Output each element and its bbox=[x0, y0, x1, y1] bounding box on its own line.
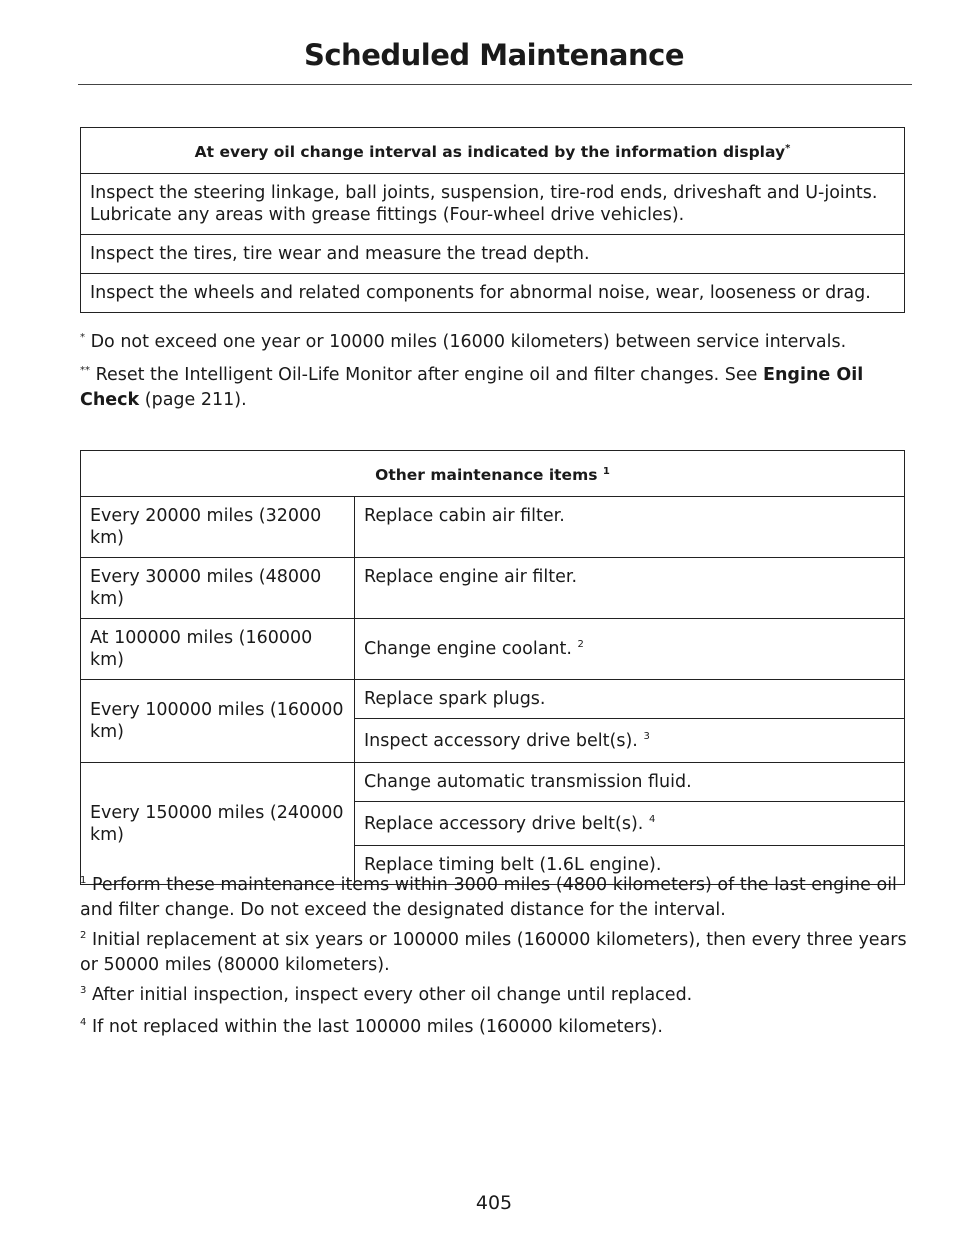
other-maintenance-table bbox=[80, 450, 905, 885]
other-table-heading bbox=[81, 451, 905, 497]
item-text: Replace spark plugs. bbox=[364, 689, 546, 709]
interval-cell: Every 20000 miles (32000 km) bbox=[81, 497, 355, 558]
footnote-4 bbox=[80, 1015, 910, 1040]
footnote-text: After initial inspection, inspect every other oil change until replaced. bbox=[91, 985, 693, 1005]
item-cell bbox=[355, 719, 905, 763]
oil-table-heading-text: At every oil change interval as indicated by the information display bbox=[194, 143, 786, 161]
item-text: Replace accessory drive belt(s). bbox=[364, 813, 644, 834]
footnote-mark: 2 bbox=[577, 639, 584, 651]
footnote-text: Initial replacement at six years or 100000 miles (160000 kilometers), then every three years or 50000 miles (80000 kilometers). bbox=[80, 930, 907, 975]
oil-table-row: Inspect the tires, tire wear and measure the tread depth. bbox=[81, 235, 905, 274]
footnote-mark: 1 bbox=[80, 875, 87, 887]
footnote-mark: * bbox=[785, 142, 791, 154]
footnote-mark: 3 bbox=[643, 730, 650, 742]
footnote-text: If not replaced within the last 100000 miles (160000 kilometers). bbox=[91, 1017, 663, 1037]
interval-cell: Every 30000 miles (48000 km) bbox=[81, 558, 355, 619]
interval-cell: At 100000 miles (160000 km) bbox=[81, 619, 355, 680]
footnote-mark: ** bbox=[80, 365, 90, 377]
oil-change-table bbox=[80, 127, 905, 313]
oil-note-1-text: Do not exceed one year or 10000 miles (16000 kilometers) between service intervals. bbox=[90, 332, 847, 352]
other-table-heading-text: Other maintenance items bbox=[375, 466, 598, 484]
item-text: Inspect accessory drive belt(s). bbox=[364, 730, 638, 751]
item-text: Change automatic transmission fluid. bbox=[364, 772, 692, 792]
item-cell bbox=[355, 680, 905, 719]
footnote-1 bbox=[80, 873, 910, 923]
footnote-2 bbox=[80, 928, 910, 978]
oil-table-row: Inspect the wheels and related components for abnormal noise, wear, looseness or drag. bbox=[81, 274, 905, 313]
oil-table-heading bbox=[81, 128, 905, 174]
item-cell bbox=[355, 558, 905, 619]
interval-cell: Every 100000 miles (160000 km) bbox=[81, 680, 355, 763]
item-cell bbox=[355, 763, 905, 802]
footnote-mark: 4 bbox=[648, 813, 656, 825]
footnote-text: Perform these maintenance items within 3000 miles (4800 kilometers) of the last engine oil and filter change. Do not exceed the designated distance for the interval. bbox=[80, 875, 897, 920]
footnote-mark: 4 bbox=[80, 1017, 87, 1029]
footnote-mark: * bbox=[80, 332, 85, 344]
oil-note-1 bbox=[80, 330, 910, 355]
interval-cell: Every 150000 miles (240000 km) bbox=[81, 763, 355, 885]
page-title: Scheduled Maintenance bbox=[303, 38, 685, 72]
item-cell bbox=[355, 497, 905, 558]
item-cell bbox=[355, 802, 905, 846]
engine-oil-check-link[interactable]: Engine Oil Check bbox=[80, 365, 864, 410]
item-cell bbox=[355, 619, 905, 680]
footnote-mark: 3 bbox=[80, 985, 87, 997]
item-text: Replace timing belt (1.6L engine). bbox=[364, 855, 662, 875]
footnote-mark: 1 bbox=[602, 465, 610, 477]
oil-note-2-text: Reset the Intelligent Oil-Life Monitor after engine oil and filter changes. See bbox=[95, 365, 758, 385]
footnote-mark: 2 bbox=[80, 930, 87, 942]
page-number: 405 bbox=[475, 1192, 513, 1214]
oil-table-row: Inspect the steering linkage, ball joints, suspension, tire-rod ends, driveshaft and U-joints. Lubricate any areas with grease fittings (Four-wheel drive vehicles). bbox=[81, 174, 905, 235]
item-text: Replace cabin air filter. bbox=[364, 506, 565, 526]
oil-note-2-page-ref: (page 211). bbox=[144, 390, 247, 410]
item-text: Replace engine air filter. bbox=[364, 567, 578, 587]
title-divider bbox=[78, 84, 912, 85]
oil-note-2 bbox=[80, 363, 910, 413]
item-text: Change engine coolant. bbox=[364, 639, 572, 659]
footnote-3 bbox=[80, 983, 910, 1008]
